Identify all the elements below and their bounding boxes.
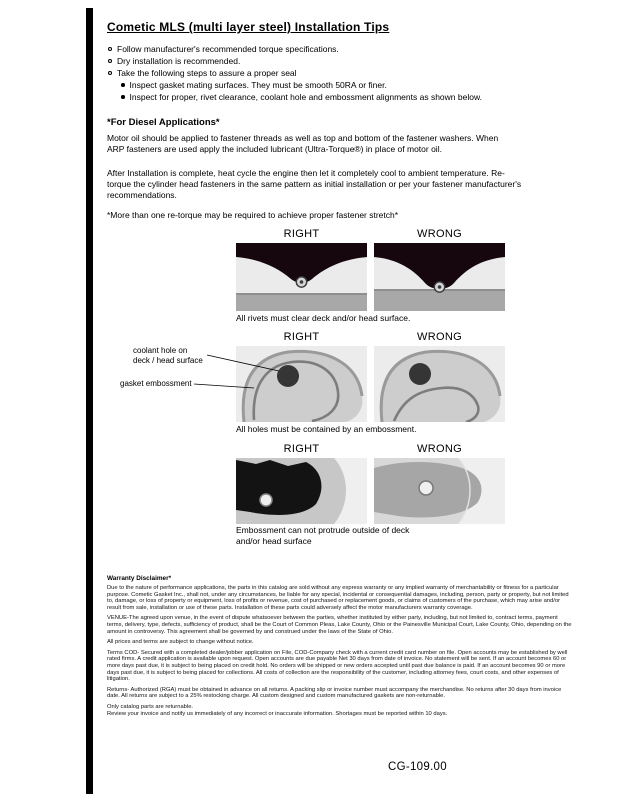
warranty-disclaimer-body: [107, 585, 573, 722]
disclaimer-paragraph: Terms COD- Secured with a completed dealer/jobber application on File, COD-Company check with a current credit card number on file. Open accounts may be established by well rated firms. A credit application is available upon request. Open accounts are due payable Net 30 days from date of invoice. No statement will be sent. If an account becomes 60 or more days past due, it is subject to being placed on credit hold. No orders will be shipped or new orders accepted until past due balance is paid. If an account becomes 90 or more days past due, it is subject to being placed for collections. All costs of collection are the responsibility of the customer, including attorney fees, court costs, and other expenses of litigation.: [107, 649, 568, 683]
hole-embossment-right-diagram: [236, 346, 367, 422]
right-label: RIGHT: [283, 228, 320, 240]
wrong-label: WRONG: [417, 228, 462, 240]
disclaimer-paragraph: Only catalog parts are returnable.: [107, 703, 194, 710]
diesel-applications-heading: *For Diesel Applications*: [107, 117, 220, 128]
coolant-hole: [277, 365, 299, 387]
deck-surface: [236, 293, 367, 311]
tip-text: Dry installation is recommended.: [117, 56, 241, 66]
diagram-rivet-wrong: [374, 243, 505, 311]
disclaimer-paragraph: VENUE-The agreed upon venue, in the event of dispute whatsoever between the parties, whether instituted by either party, including, but not limited to, contract terms, payment terms, delivery, type, defects, sufficiency of product, shall be the Court of Common Pleas, Lake County, Ohio or the Painesville Municipal Court, Lake County, Ohio, depending on the amount in controversy. This agreement shall be governed by and construed under the laws of the State of Ohio.: [107, 615, 572, 635]
wrong-label: WRONG: [417, 331, 462, 343]
disclaimer-paragraph: Returns- Authorized (RGA) must be obtained in advance on all returns. A packing slip or invoice number must accompany the merchandise. No returns after 30 days from invoice date. All returns are subject to a 25% restocking charge. All custom designed and custom manufactured gaskets are non-returnable.: [107, 686, 562, 700]
diesel-paragraph: Motor oil should be applied to fastener threads as well as top and bottom of the fastener washers. When ARP fasteners are used apply the included lubricant (Ultra-Torque®) in place of motor oil.: [107, 133, 499, 154]
tip-text: Take the following steps to assure a proper seal: [117, 68, 297, 78]
bullet-marker: [108, 71, 112, 75]
page-title: Cometic MLS (multi layer steel) Installation Tips: [107, 20, 390, 34]
bullet-marker: [121, 83, 125, 87]
disclaimer-paragraph: Due to the nature of performance applications, the parts in this catalog are sold without any express warranty or any implied warranty of merchantability or fitness for a particular purpose. Cometic Gasket Inc., shall not, under any circumstances, be liable for any special, incidental or consequential damages, including, person, party or property, but not limited to, damage, or loss of property or equipment, loss of profits or revenue, cost of purchased or replacement goods, or claims of customers of the purchase, which may arise and/or result from sale, installation or use of these parts. Installation of these parts could adversely affect the motor manufacturers warranty coverage.: [107, 585, 569, 611]
protrusion-wrong-diagram: [374, 458, 505, 524]
wrong-label: WRONG: [417, 443, 462, 455]
diagram-embossment-wrong: [374, 346, 505, 422]
protrusion-right-diagram: [236, 458, 367, 524]
diagram-protrusion-right: [236, 458, 367, 524]
bolt-hole: [260, 494, 272, 506]
page-number: CG-109.00: [388, 761, 447, 773]
page-edge-bar: [86, 8, 93, 794]
diagram-rivet-right: [236, 243, 367, 311]
list-item: [108, 68, 568, 79]
diagram-caption: All rivets must clear deck and/or head surface.: [236, 313, 411, 323]
disclaimer-paragraph: All prices and terms are subject to change without notice.: [107, 639, 254, 646]
bolt-hole: [419, 481, 433, 495]
bullet-marker: [121, 95, 125, 99]
retorque-note: *More than one re-torque may be required to achieve proper fastener stretch*: [107, 210, 399, 220]
diagram-embossment-right: [236, 346, 367, 422]
disclaimer-paragraph: Review your invoice and notify us immediately of any incorrect or inaccurate information. Shortages must be reported within 10 days.: [107, 711, 448, 717]
bullet-marker: [108, 47, 112, 51]
right-label: RIGHT: [283, 443, 320, 455]
coolant-hole: [409, 363, 431, 385]
diesel-paragraph: After Installation is complete, heat cycle the engine then let it completely cool to ambient temperature. Re-torque the cylinder head fasteners in the same pattern as initial installation or per your fastener manufacturer's recommendations.: [107, 168, 522, 200]
diagram-protrusion-wrong: [374, 458, 505, 524]
coolant-hole-annotation: coolant hole on deck / head surface: [133, 346, 203, 365]
gasket-embossment-annotation: gasket embossment: [120, 379, 192, 388]
list-item: [108, 44, 568, 55]
bullet-marker: [108, 59, 112, 63]
list-item: [121, 92, 568, 103]
list-item: [121, 80, 568, 91]
tip-text: Inspect gasket mating surfaces. They must be smooth 50RA or finer.: [129, 80, 387, 90]
diagram-caption: All holes must be contained by an embossment.: [236, 424, 417, 434]
rivet-clearance-wrong-diagram: [374, 243, 505, 311]
gasket-body: [236, 460, 321, 515]
rivet-clearance-right-diagram: [236, 243, 367, 311]
diagram-caption: Embossment can not protrude outside of deck and/or head surface: [236, 525, 410, 546]
tip-text: Inspect for proper, rivet clearance, coolant hole and embossment alignments as shown below.: [129, 92, 482, 102]
list-item: [108, 56, 568, 67]
installation-tips-list: [108, 44, 568, 104]
hole-embossment-wrong-diagram: [374, 346, 505, 422]
right-label: RIGHT: [283, 331, 320, 343]
tip-text: Follow manufacturer's recommended torque specifications.: [117, 44, 339, 54]
warranty-disclaimer-heading: Warranty Disclaimer*: [107, 575, 172, 582]
